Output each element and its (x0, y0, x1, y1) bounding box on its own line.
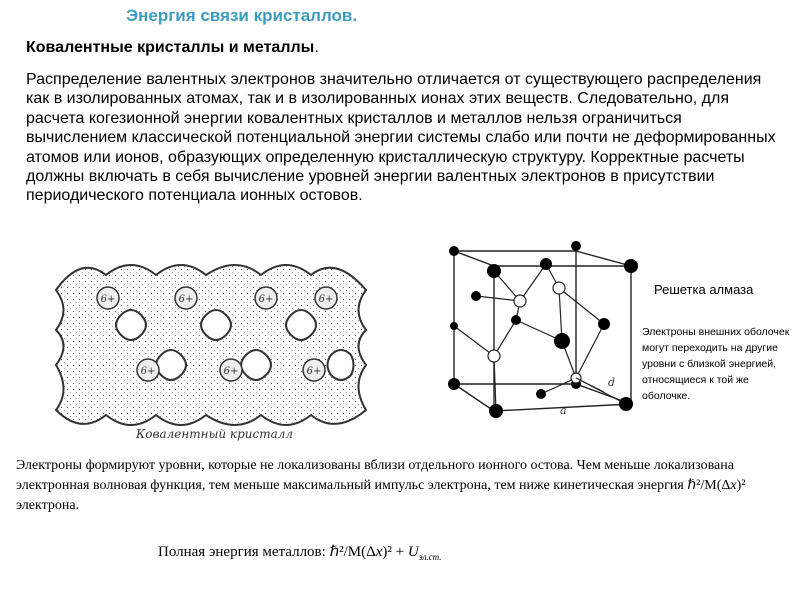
covalent-crystal-diagram (36, 250, 426, 450)
white-atoms (488, 282, 581, 383)
atom-core (220, 359, 242, 381)
cube-edges (454, 251, 631, 411)
bottom-text-1: Электроны формируют уровни, которые не локализованы вблизи отдельного ионного остова. Чем меньше локализована электронная волновая функция, тем меньше максимальный импульс электрона, тем ниже кинетическая энергия (16, 458, 734, 493)
svg-text:6+: 6+ (140, 366, 156, 377)
svg-text:6+: 6+ (100, 294, 116, 305)
formula-mid: ²/M(Δ (339, 544, 376, 560)
svg-text:6+: 6+ (318, 294, 334, 305)
formula-subscript: эл.ст. (418, 552, 442, 562)
bonds (454, 264, 626, 411)
atom-core (315, 287, 337, 309)
formula-after: )² + (382, 544, 408, 560)
atom-core (137, 359, 159, 381)
hbar-symbol: ℏ (687, 478, 697, 493)
black-atoms (448, 241, 638, 418)
covalent-crystal-figure (36, 250, 426, 450)
energy-formula (158, 542, 441, 562)
diamond-lattice-diagram (436, 236, 646, 436)
svg-text:6+: 6+ (223, 366, 239, 377)
covalent-crystal-caption: Ковалентный кристалл (136, 427, 294, 441)
section-subtitle (26, 39, 319, 57)
bottom-text-3: )² электрона. (16, 478, 746, 513)
atom-core (255, 287, 277, 309)
bottom-text-2: ²/M(Δ (696, 478, 731, 493)
atom-core (97, 287, 119, 309)
formula-prefix: Полная энергия металлов: (158, 544, 330, 560)
subtitle-period: . (314, 39, 319, 56)
atom-core (303, 359, 325, 381)
bottom-text-x: x (730, 478, 737, 493)
label-d: d (608, 376, 616, 389)
slide-title: Энергия связи кристаллов. (126, 6, 358, 25)
bottom-paragraph (16, 456, 776, 516)
electron-note: Электроны внешних оболочек могут переходить на другие уровни с близкой энергией, относящиеся к той же оболочке. (642, 326, 790, 402)
formula-hbar: ℏ (329, 544, 340, 560)
subtitle-bold: Ковалентные кристаллы и металлы (26, 39, 315, 56)
intro-paragraph: Распределение валентных электронов значительно отличается от существующего распределения как в изолированных атомах, так и в изолированных ионах этих веществ. Следовательно, для расчета когезионной энергии ковалентных кристаллов и металлов нельзя ограничиться вычислением классической потенциальной энергии системы слабо или почти не деформированных атомов или ионов, образующих определенную кристаллическую структуру. Корректные расчеты должны включать в себя вычисление уровней энергии валентных электронов в присутствии периодического потенциала ионных остовов. (26, 71, 776, 205)
diamond-lattice-figure (436, 236, 646, 436)
svg-text:6+: 6+ (178, 294, 194, 305)
svg-text:6+: 6+ (306, 366, 322, 377)
label-a: a (560, 404, 567, 417)
formula-x: x (375, 544, 383, 560)
diamond-caption: Решетка алмаза (654, 282, 754, 297)
svg-text:6+: 6+ (258, 294, 274, 305)
formula-u: U (407, 544, 419, 560)
atom-core (175, 287, 197, 309)
